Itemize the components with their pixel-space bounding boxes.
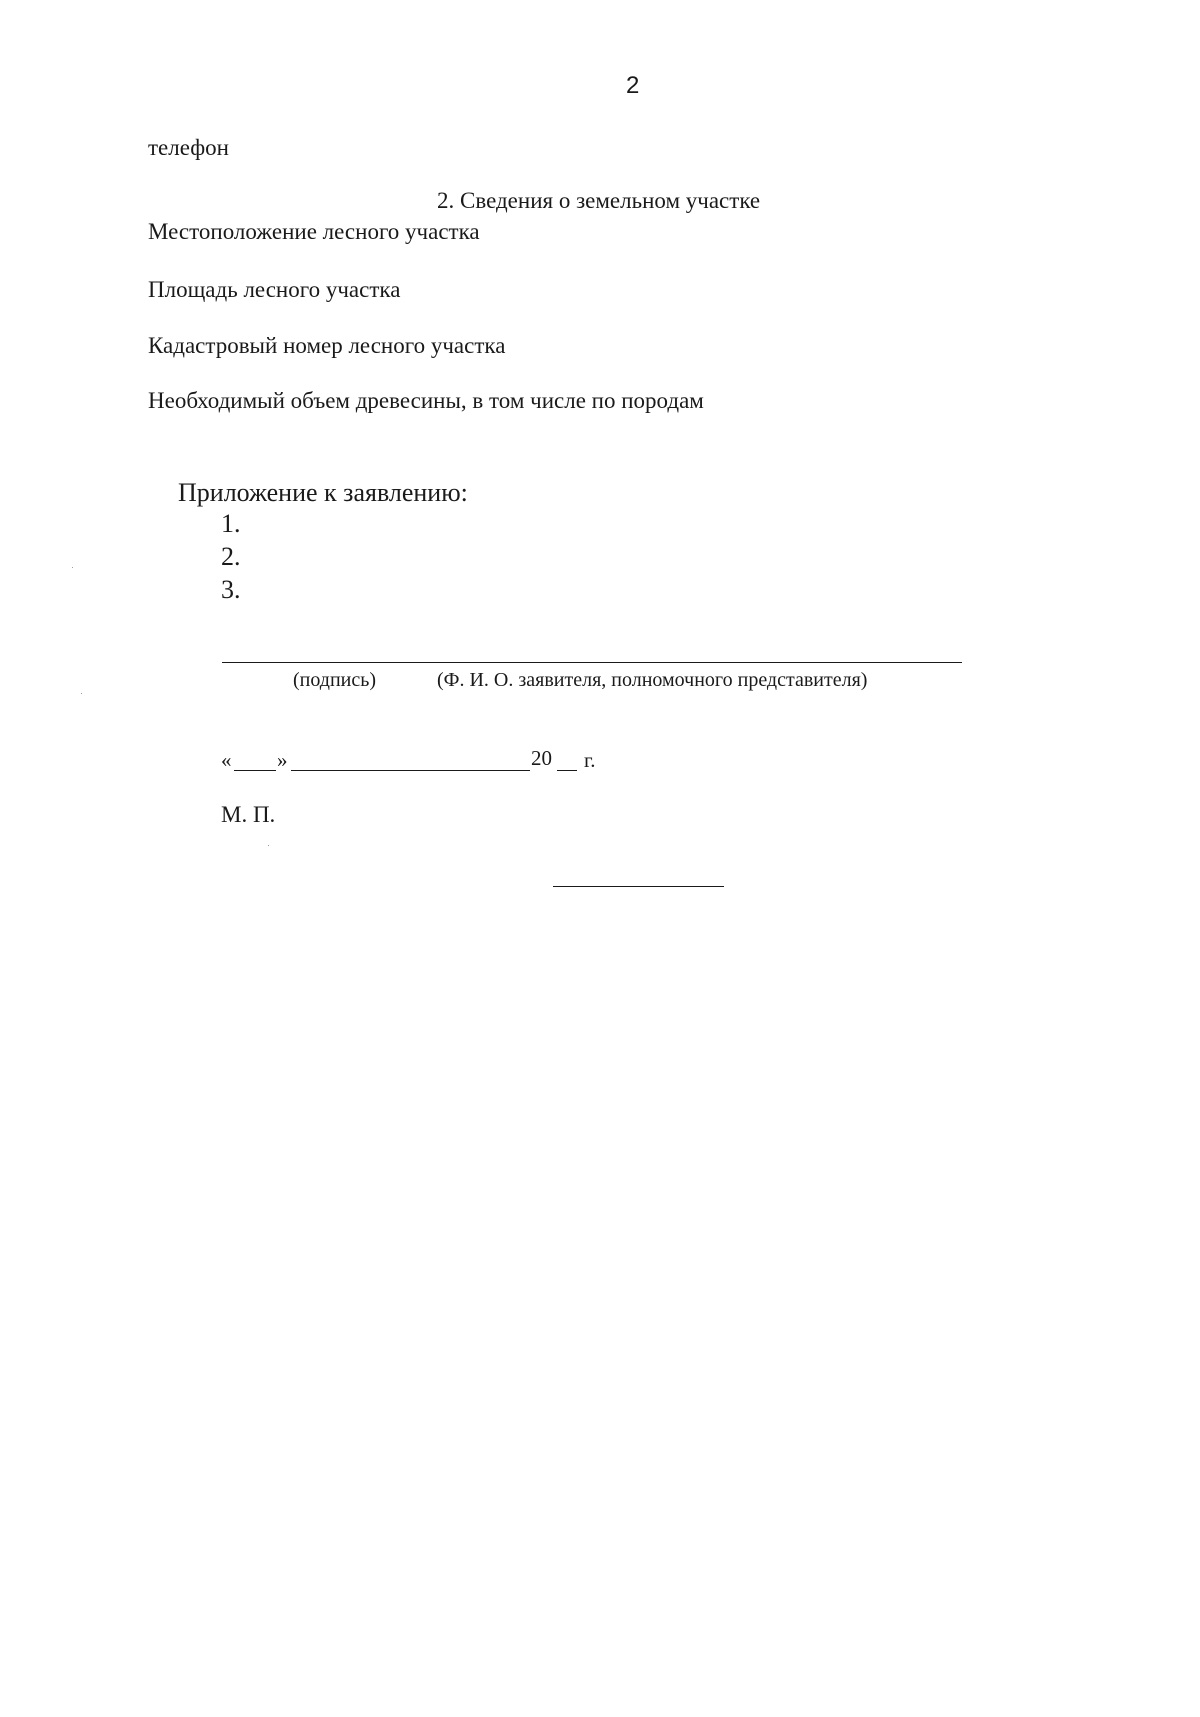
- year-prefix: 20: [531, 746, 552, 770]
- attachment-item-2: 2.: [221, 542, 241, 571]
- attachment-item-1: 1.: [221, 509, 241, 538]
- scan-speck: [72, 567, 73, 568]
- month-blank-line: [291, 770, 530, 771]
- year-blank-line: [557, 770, 577, 771]
- field-cadastral-number: Кадастровый номер лесного участка: [148, 333, 506, 358]
- section-heading: 2. Сведения о земельном участке: [437, 188, 761, 213]
- field-area: Площадь лесного участка: [148, 277, 401, 302]
- field-wood-volume: Необходимый объем древесины, в том числе по породам: [148, 388, 704, 413]
- stamp-label: М. П.: [221, 802, 276, 827]
- signature-line: [222, 662, 962, 663]
- phone-label: телефон: [148, 135, 229, 160]
- name-caption: (Ф. И. О. заявителя, полномочного представителя): [437, 669, 868, 691]
- field-location: Местоположение лесного участка: [148, 219, 480, 244]
- date-close-quote: »: [277, 748, 288, 772]
- date-open-quote: «: [221, 748, 232, 772]
- page-number: 2: [626, 72, 640, 99]
- scan-speck: [81, 693, 82, 694]
- closing-separator-line: [553, 886, 724, 887]
- signature-caption: (подпись): [293, 669, 377, 691]
- scan-speck: [268, 845, 269, 846]
- attachments-heading: Приложение к заявлению:: [178, 478, 468, 507]
- attachment-item-3: 3.: [221, 575, 241, 604]
- day-blank-line: [234, 770, 276, 771]
- year-suffix: г.: [584, 748, 596, 772]
